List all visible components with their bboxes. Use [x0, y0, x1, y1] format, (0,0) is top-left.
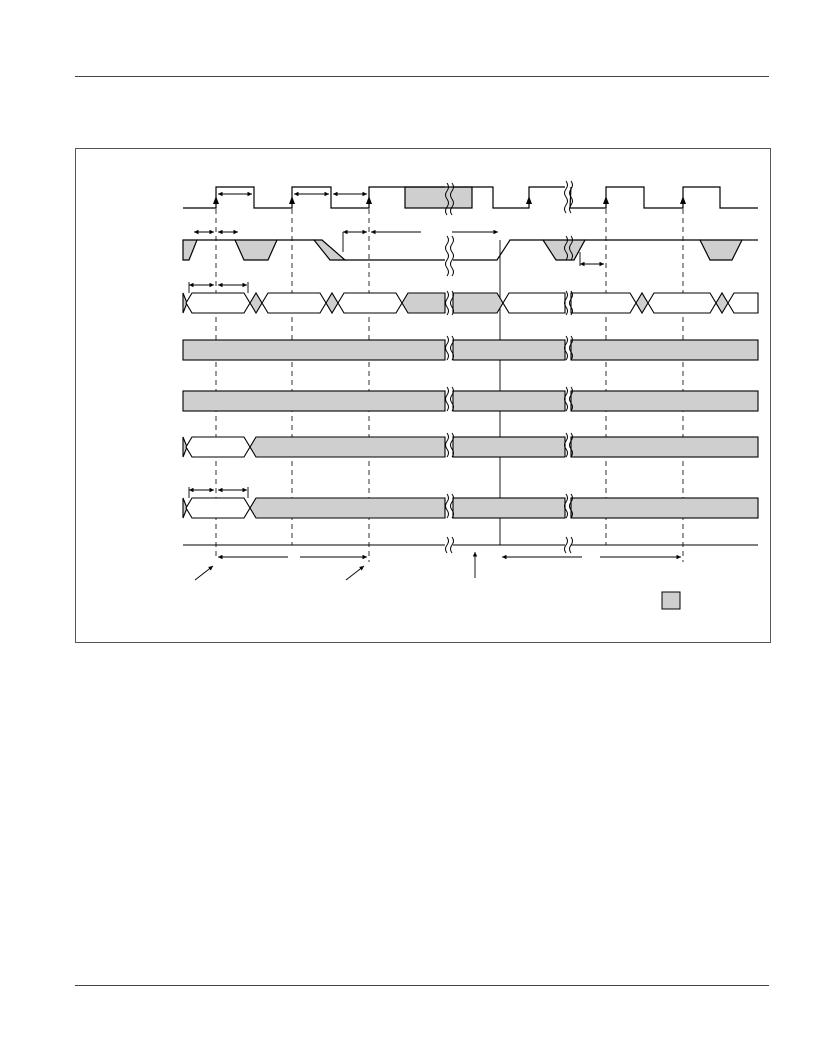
pointer-arrow-1 [195, 566, 213, 580]
break-marks [446, 181, 573, 553]
clock-edge-5 [603, 196, 609, 204]
bus-c-signal [183, 391, 758, 411]
legend-swatch [662, 592, 680, 609]
clock-gap-shade [405, 187, 472, 208]
bus-a-signal [183, 293, 758, 313]
bottom-span-arrows [195, 552, 681, 580]
clock-edge-4 [526, 196, 532, 204]
strobe-shade-4 [543, 240, 585, 260]
clock-signal [183, 187, 758, 208]
strobe-shade-5 [700, 240, 742, 260]
strobe-shade-3 [314, 240, 345, 260]
bus-e-signal [183, 498, 758, 518]
footer-rule [75, 985, 769, 986]
bus-b-signal [183, 340, 758, 360]
clock-edge-2 [289, 196, 295, 204]
strobe-signal [183, 240, 758, 260]
clock-edge-1 [213, 196, 219, 204]
strobe-shade-2 [235, 240, 277, 260]
bus-d-signal [183, 437, 758, 457]
bus-a-timing-arrows [189, 282, 248, 293]
bus-e-timing-arrows [189, 487, 248, 498]
clock-edge-3 [366, 196, 372, 204]
pointer-arrow-2 [346, 566, 364, 580]
strobe-shade-1 [183, 240, 197, 260]
clock-edge-6 [680, 196, 686, 204]
